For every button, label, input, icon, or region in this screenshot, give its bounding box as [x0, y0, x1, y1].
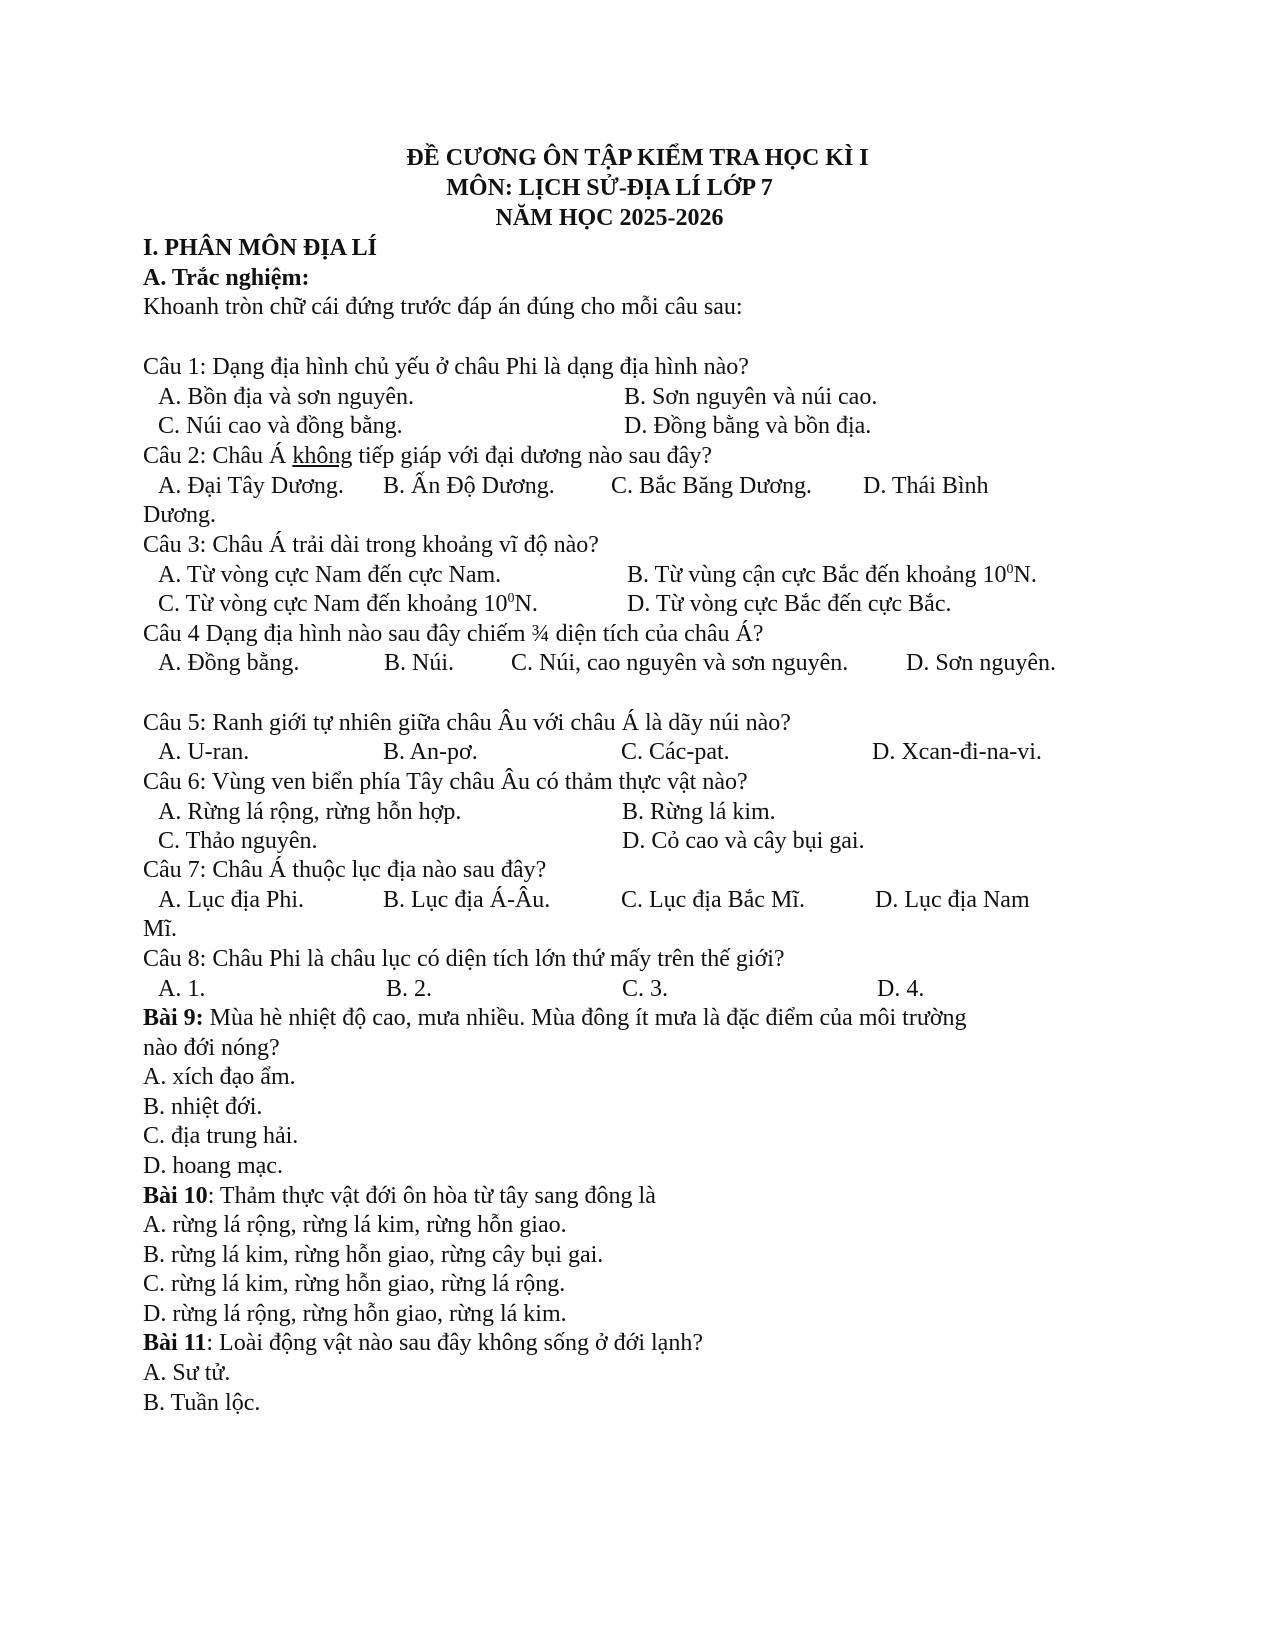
q2-option-c: C. Bắc Băng Dương.	[611, 473, 813, 499]
q5-option-a: A. U-ran.	[158, 739, 250, 765]
q7-option-d-continued: Mĩ.	[143, 916, 178, 942]
q8-option-d: D. 4.	[877, 976, 925, 1002]
q10-option-d: D. rừng lá rộng, rừng hỗn giao, rừng lá kim.	[143, 1301, 567, 1327]
q3-c-text: C. Từ vòng cực Nam đến khoảng 10	[158, 591, 508, 617]
question-11	[143, 1328, 703, 1358]
doc-title: ĐỀ CƯƠNG ÔN TẬP KIỂM TRA HỌC KÌ I	[406, 145, 869, 171]
q2-text-post: tiếp giáp với đại dương nào sau đây?	[352, 443, 712, 469]
q2-option-a: A. Đại Tây Dương.	[158, 473, 344, 499]
question-9	[143, 1003, 967, 1033]
q10-option-c: C. rừng lá kim, rừng hỗn giao, rừng lá rộng.	[143, 1271, 566, 1297]
question-7: Câu 7: Châu Á thuộc lục địa nào sau đây?	[143, 857, 547, 883]
q11-text: : Loài động vật nào sau đây không sống ở đới lạnh?	[206, 1330, 703, 1356]
q10-option-a: A. rừng lá rộng, rừng lá kim, rừng hỗn giao.	[143, 1212, 567, 1238]
q1-option-d: D. Đồng bằng và bồn địa.	[624, 413, 872, 439]
q9-option-b: B. nhiệt đới.	[143, 1094, 263, 1120]
q6-option-c: C. Thảo nguyên.	[158, 828, 318, 854]
q3-b-text: B. Từ vùng cận cực Bắc đến khoảng 10	[627, 562, 1007, 588]
q9-option-a: A. xích đạo ẩm.	[143, 1064, 296, 1090]
q11-label: Bài 11	[143, 1330, 207, 1356]
q5-option-b: B. An-pơ.	[383, 739, 478, 765]
q9-option-d: D. hoang mạc.	[143, 1153, 283, 1179]
q7-option-b: B. Lục địa Á-Âu.	[383, 887, 551, 913]
q6-option-d: D. Cỏ cao và cây bụi gai.	[622, 828, 865, 854]
q3-b-degree: 0	[1006, 562, 1014, 577]
q1-option-c: C. Núi cao và đồng bằng.	[158, 413, 403, 439]
q4-option-d: D. Sơn nguyên.	[906, 650, 1057, 676]
q1-option-a: A. Bồn địa và sơn nguyên.	[158, 384, 414, 410]
instruction-text: Khoanh tròn chữ cái đứng trước đáp án đúng cho mỗi câu sau:	[143, 294, 743, 320]
q7-option-a: A. Lục địa Phi.	[158, 887, 304, 913]
q3-option-c	[158, 589, 538, 619]
question-8: Câu 8: Châu Phi là châu lục có diện tích lớn thứ mấy trên thế giới?	[143, 946, 785, 972]
question-2	[143, 441, 712, 471]
q3-b-suffix: N.	[1013, 562, 1037, 588]
q9-label: Bài 9:	[143, 1005, 204, 1031]
q4-option-b: B. Núi.	[384, 650, 455, 676]
q7-option-c: C. Lục địa Bắc Mĩ.	[621, 887, 805, 913]
q8-option-c: C. 3.	[622, 976, 669, 1002]
q7-option-d: D. Lục địa Nam	[875, 887, 1030, 913]
doc-subject: MÔN: LỊCH SỬ-ĐỊA LÍ LỚP 7	[446, 175, 773, 201]
q2-option-b: B. Ấn Độ Dương.	[383, 473, 555, 499]
q8-option-b: B. 2.	[386, 976, 433, 1002]
q11-option-a: A. Sư tử.	[143, 1360, 231, 1386]
q10-text: : Thảm thực vật đới ôn hòa từ tây sang đông là	[207, 1183, 656, 1209]
q2-option-d: D. Thái Bình	[863, 473, 989, 499]
question-6: Câu 6: Vùng ven biển phía Tây châu Âu có thảm thực vật nào?	[143, 769, 748, 795]
q9-option-c: C. địa trung hải.	[143, 1123, 299, 1149]
q3-option-b	[627, 560, 1037, 590]
q4-option-a: A. Đồng bằng.	[158, 650, 300, 676]
q10-label: Bài 10	[143, 1183, 208, 1209]
question-10	[143, 1181, 656, 1211]
q3-c-suffix: N.	[514, 591, 538, 617]
q6-option-b: B. Rừng lá kim.	[622, 799, 776, 825]
q8-option-a: A. 1.	[158, 976, 206, 1002]
q2-text-pre: Câu 2: Châu Á	[143, 443, 293, 469]
q10-option-b: B. rừng lá kim, rừng hỗn giao, rừng cây bụi gai.	[143, 1242, 604, 1268]
question-9-continued: nào đới nóng?	[143, 1035, 280, 1061]
q4-option-c: C. Núi, cao nguyên và sơn nguyên.	[511, 650, 849, 676]
q3-option-d: D. Từ vòng cực Bắc đến cực Bắc.	[627, 591, 952, 617]
question-4: Câu 4 Dạng địa hình nào sau đây chiếm ¾ diện tích của châu Á?	[143, 621, 764, 647]
question-3: Câu 3: Châu Á trải dài trong khoảng vĩ độ nào?	[143, 532, 599, 558]
section-heading: I. PHÂN MÔN ĐỊA LÍ	[143, 235, 378, 261]
question-1: Câu 1: Dạng địa hình chủ yếu ở châu Phi là dạng địa hình nào?	[143, 354, 749, 380]
q2-option-d-continued: Dương.	[143, 502, 217, 528]
question-5: Câu 5: Ranh giới tự nhiên giữa châu Âu với châu Á là dãy núi nào?	[143, 710, 791, 736]
q3-c-degree: 0	[507, 591, 515, 606]
section-subheading: A. Trắc nghiệm:	[143, 265, 310, 291]
q11-option-b: B. Tuần lộc.	[143, 1390, 261, 1416]
q5-option-c: C. Các-pat.	[621, 739, 730, 765]
q2-text-underlined: không	[292, 443, 353, 469]
q1-option-b: B. Sơn nguyên và núi cao.	[624, 384, 878, 410]
q6-option-a: A. Rừng lá rộng, rừng hỗn hợp.	[158, 799, 462, 825]
q3-option-a: A. Từ vòng cực Nam đến cực Nam.	[158, 562, 502, 588]
q9-text: Mùa hè nhiệt độ cao, mưa nhiều. Mùa đông ít mưa là đặc điểm của môi trường	[203, 1005, 967, 1031]
q5-option-d: D. Xcan-đi-na-vi.	[872, 739, 1042, 765]
doc-school-year: NĂM HỌC 2025-2026	[495, 205, 724, 231]
